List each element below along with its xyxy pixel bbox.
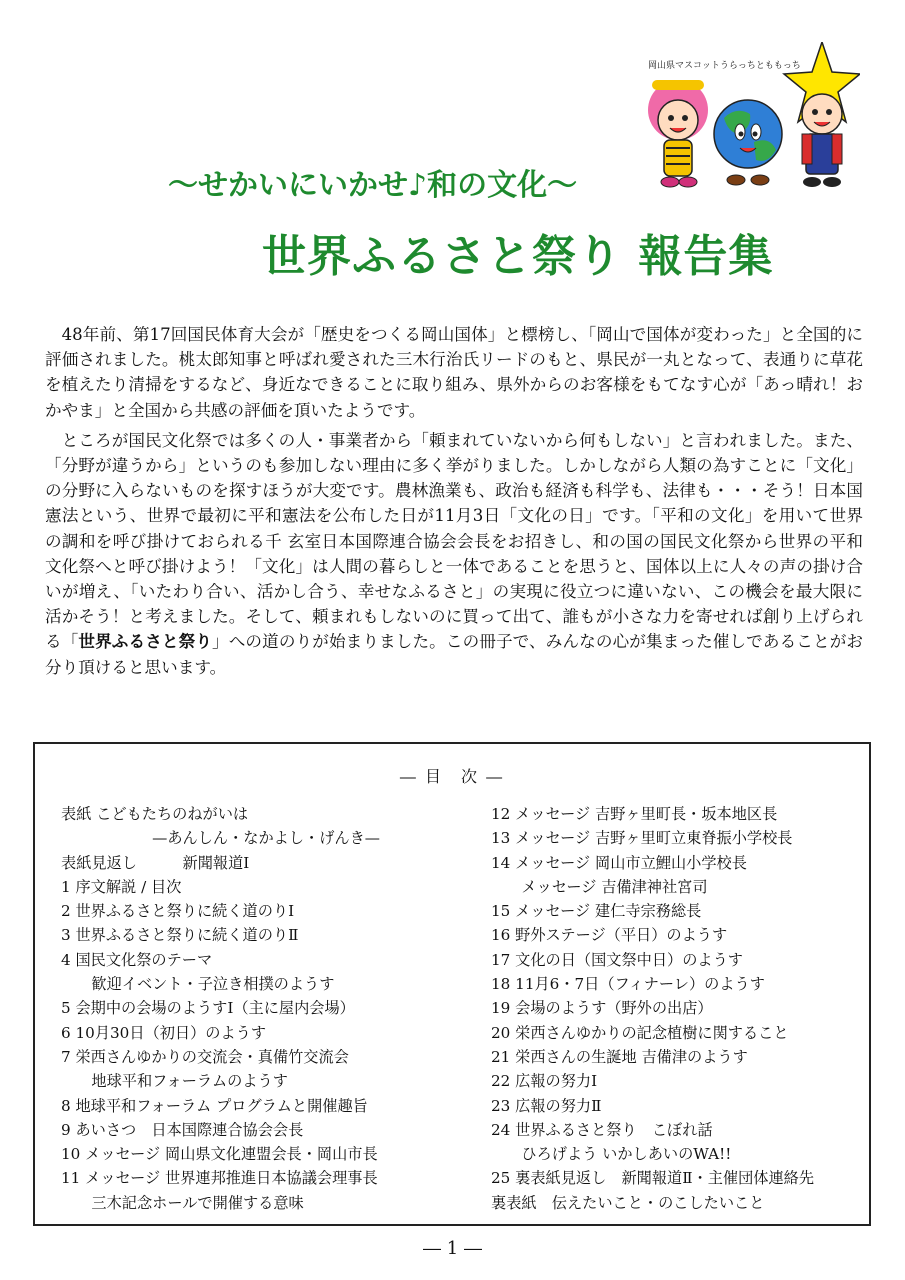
toc-item: 25 裏表紙見返し 新聞報道Ⅱ・主催団体連絡先 xyxy=(491,1169,815,1188)
table-of-contents xyxy=(33,742,871,1226)
toc-item: 19 会場のようす（野外の出店） xyxy=(491,999,713,1018)
toc-item: 歓迎イベント・子泣き相撲のようす xyxy=(61,975,335,994)
toc-item: ひろげよう いかしあいのWA!! xyxy=(491,1145,732,1164)
toc-item: 地球平和フォーラムのようす xyxy=(61,1072,288,1091)
mascot-caption: 岡山県マスコットうらっちとももっち xyxy=(648,61,801,71)
intro-paragraph-2-start: ところが国民文化祭では多くの人・事業者から「頼まれていないから何もしない」と言われました。また、「分野が違うから」というのも参加しない理由に多く挙がりました。しかしながら人類の為すことに「文化」の分野に入らないものを探すほうが大変です。農林漁業も、政治も経済も科学も、法律も・・・そう！日本国憲法という、世界で最初に平和憲法を公布した日が11月3日「文化の日」です。「平和の文化」を用いて世界の調和を呼び掛けておられる千 玄室日本国際連合協会会長をお招きし、和の国の国民文化祭から世界の平和文化祭へと呼び掛けよう！「文化」は人間の暮らしと一体であることを思うと、国体以上に人々の声の掛け合いが増え、「いたわり合い、活かし合う、幸せなふるさと」の実現に役立つに違いない、この機会を最大限に活かそう！と考えました。そして、頼まれもしないのに買って出て、誰もが小さな力を寄せれば創り上げられる「 xyxy=(45,430,863,652)
toc-item: 13 メッセージ 吉野ヶ里町立東脊振小学校長 xyxy=(491,829,793,848)
toc-item: 11 メッセージ 世界連邦推進日本協議会理事長 xyxy=(61,1169,378,1188)
toc-item: 16 野外ステージ（平日）のようす xyxy=(491,926,728,945)
toc-item: 1 序文解説 / 目次 xyxy=(61,877,182,896)
toc-item: 5 会期中の会場のようすⅠ（主に屋内会場） xyxy=(61,999,355,1018)
toc-item: 23 広報の努力Ⅱ xyxy=(491,1096,602,1115)
intro-paragraph-2 xyxy=(45,428,863,680)
toc-item: 6 10月30日（初日）のようす xyxy=(61,1023,267,1042)
toc-item: 2 世界ふるさと祭りに続く道のりⅠ xyxy=(61,902,295,921)
toc-item: 3 世界ふるさと祭りに続く道のりⅡ xyxy=(61,926,299,945)
toc-item: 7 栄西さんゆかりの交流会・真備竹交流会 xyxy=(61,1047,349,1066)
toc-item: 三木記念ホールで開催する意味 xyxy=(61,1193,304,1212)
toc-right-column xyxy=(491,802,871,1215)
toc-heading: ― 目 次 ― xyxy=(399,767,505,786)
toc-item: 裏表紙 伝えたいこと・のこしたいこと xyxy=(491,1193,765,1212)
toc-left-column xyxy=(61,802,501,1215)
toc-item: 22 広報の努力Ⅰ xyxy=(491,1072,598,1091)
toc-item: 8 地球平和フォーラム プログラムと開催趣旨 xyxy=(61,1096,368,1115)
toc-item: 表紙 こどもたちのねがいは xyxy=(61,805,249,823)
toc-item: 18 11月6・7日（フィナーレ）のようす xyxy=(491,975,765,994)
toc-item: 10 メッセージ 岡山県文化連盟会長・岡山市長 xyxy=(61,1145,378,1164)
toc-item: 24 世界ふるさと祭り こぼれ話 xyxy=(491,1120,713,1139)
toc-item: —あんしん・なかよし・げんき— xyxy=(61,829,380,848)
girl-mascot-icon xyxy=(648,80,708,187)
toc-item: メッセージ 吉備津神社宮司 xyxy=(491,877,708,896)
toc-item: 17 文化の日（国文祭中日）のようす xyxy=(491,950,743,969)
toc-item: 20 栄西さんゆかりの記念植樹に関すること xyxy=(491,1023,789,1042)
toc-item: 12 メッセージ 吉野ヶ里町長・坂本地区長 xyxy=(491,805,778,823)
toc-item: 15 メッセージ 建仁寺宗務総長 xyxy=(491,902,702,921)
toc-item: 4 国民文化祭のテーマ xyxy=(61,950,213,969)
earth-mascot-icon xyxy=(714,100,782,185)
intro-paragraph-1: 48年前、第17回国民体育大会が「歴史をつくる岡山国体」と標榜し、「岡山で国体が変わった」と全国的に評価されました。桃太郎知事と呼ばれ愛された三木行治氏リードのもと、県民が一丸となって、表通りに草花を植えたり清掃をするなど、身近なできることに取り組み、県外からのお客様をもてなす心が「あっ晴れ！おかやま」と全国から共感の評価を頂いたようです。 xyxy=(45,325,863,420)
intro-text xyxy=(45,322,863,685)
toc-item: 表紙見返し 新聞報道Ⅰ xyxy=(61,853,250,872)
toc-item: 14 メッセージ 岡山市立鯉山小学校長 xyxy=(491,853,747,872)
page-number: ― 1 ― xyxy=(423,1238,482,1259)
intro-paragraph-2-end: 」への道のりが始まりました。この冊子で、みんなの心が集まった催しであることがお分り頂けると思います。 xyxy=(45,632,863,677)
page-title: 世界ふるさと祭り 報告集 xyxy=(262,231,774,282)
festival-name-highlight: 世界ふるさと祭り xyxy=(78,632,213,652)
page-subtitle: 〜せかいにいかせ♪和の文化〜 xyxy=(168,168,578,203)
toc-item: 21 栄西さんの生誕地 吉備津のようす xyxy=(491,1047,748,1066)
toc-item: 9 あいさつ 日本国際連合協会会長 xyxy=(61,1120,304,1139)
